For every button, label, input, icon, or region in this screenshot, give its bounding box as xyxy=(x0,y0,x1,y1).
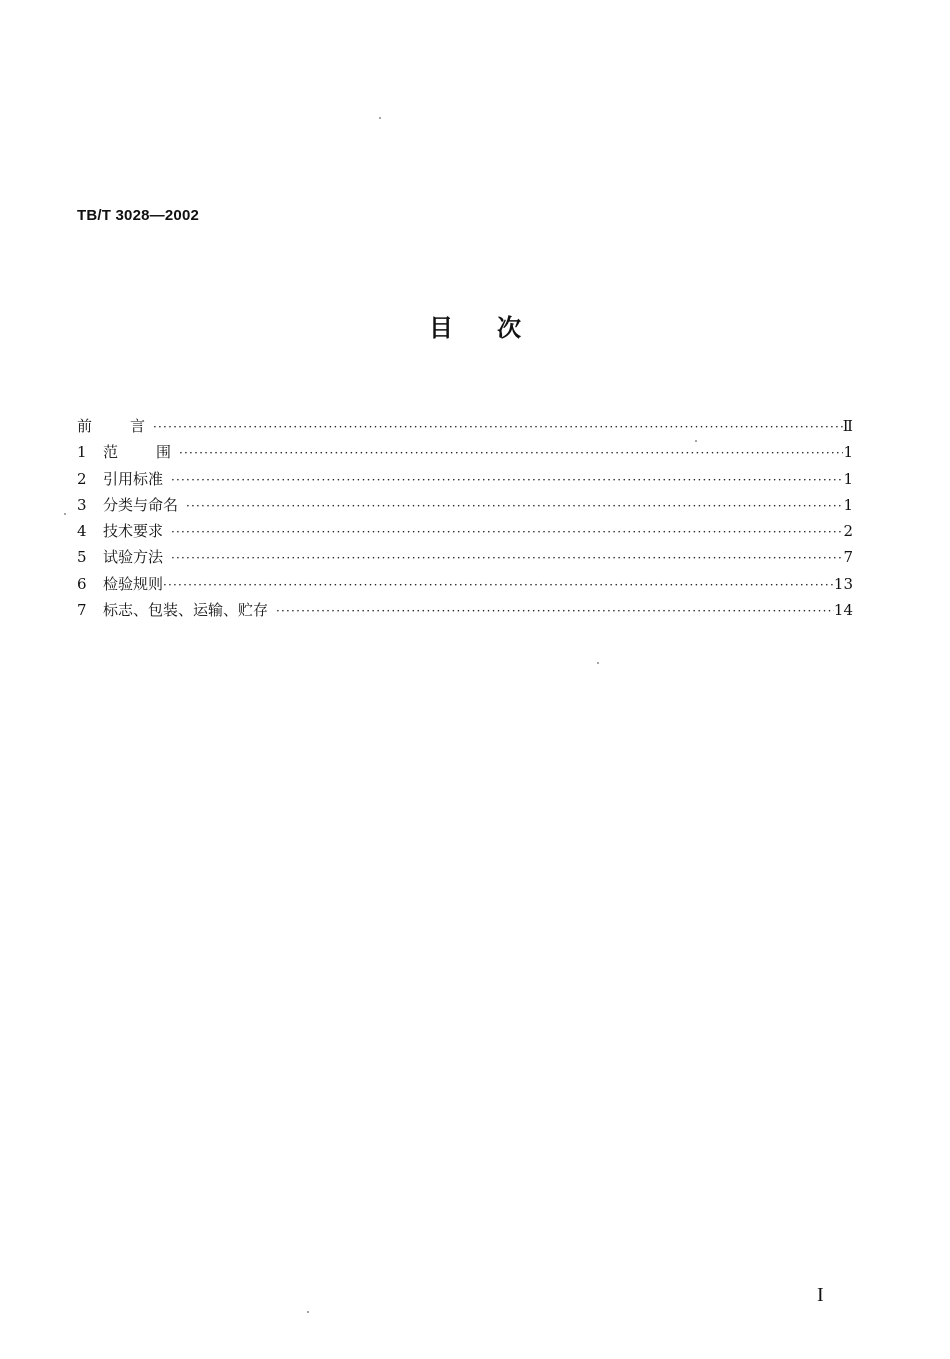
toc-entry-number: 5 xyxy=(77,548,87,567)
toc-entry-label: 标志、包装、运输、贮存 xyxy=(103,601,269,620)
toc-entry-classification[interactable] xyxy=(77,494,853,520)
toc-entry-test-methods[interactable] xyxy=(77,546,853,572)
toc-title-part2: 次 xyxy=(497,314,521,342)
table-of-contents xyxy=(77,415,853,625)
toc-entry-label: 范 围 xyxy=(103,443,172,462)
toc-title-part1: 目 xyxy=(429,314,453,342)
toc-entry-number: 3 xyxy=(77,495,87,514)
scan-speck xyxy=(307,1311,309,1313)
toc-entry-number: 7 xyxy=(77,601,87,620)
toc-entry-label: 前 言 xyxy=(77,417,146,435)
scan-speck xyxy=(379,117,381,119)
dot-leader xyxy=(186,499,843,513)
toc-entry-number: 1 xyxy=(77,443,87,462)
dot-leader xyxy=(153,420,843,434)
toc-entry-label: 检验规则 xyxy=(103,574,164,593)
toc-entry-foreword[interactable] xyxy=(77,415,853,441)
toc-entry-label: 引用标准 xyxy=(103,469,164,488)
dot-leader xyxy=(276,604,834,618)
toc-entry-label: 技术要求 xyxy=(103,522,164,541)
toc-entry-page: 1 xyxy=(843,495,853,514)
toc-entry-page: 2 xyxy=(843,522,853,541)
toc-entry-marking-packaging[interactable] xyxy=(77,599,853,625)
toc-title xyxy=(0,308,950,343)
toc-entry-scope[interactable] xyxy=(77,441,853,467)
toc-entry-requirements[interactable] xyxy=(77,520,853,546)
toc-entry-page: Ⅱ xyxy=(842,417,853,435)
toc-entry-inspection-rules[interactable] xyxy=(77,573,853,599)
toc-entry-label: 试验方法 xyxy=(103,548,164,567)
dot-leader xyxy=(163,578,834,592)
dot-leader xyxy=(171,473,843,487)
scan-speck xyxy=(597,662,599,664)
page-number: I xyxy=(817,1284,824,1306)
toc-entry-normative-references[interactable] xyxy=(77,468,853,494)
dot-leader xyxy=(171,525,843,539)
scan-speck xyxy=(695,440,697,442)
dot-leader xyxy=(171,551,843,565)
toc-entry-number: 6 xyxy=(77,574,87,593)
toc-entry-page: 14 xyxy=(833,601,853,620)
toc-entry-number: 4 xyxy=(77,522,87,541)
dot-leader xyxy=(179,446,843,460)
toc-entry-page: 13 xyxy=(833,574,853,593)
toc-entry-number: 2 xyxy=(77,469,87,488)
toc-entry-page: 1 xyxy=(843,443,853,462)
toc-entry-page: 1 xyxy=(843,469,853,488)
toc-entry-label: 分类与命名 xyxy=(103,495,179,514)
toc-entry-page: 7 xyxy=(843,548,853,567)
scan-speck xyxy=(64,513,66,515)
standard-code: TB/T 3028—2002 xyxy=(77,207,200,224)
